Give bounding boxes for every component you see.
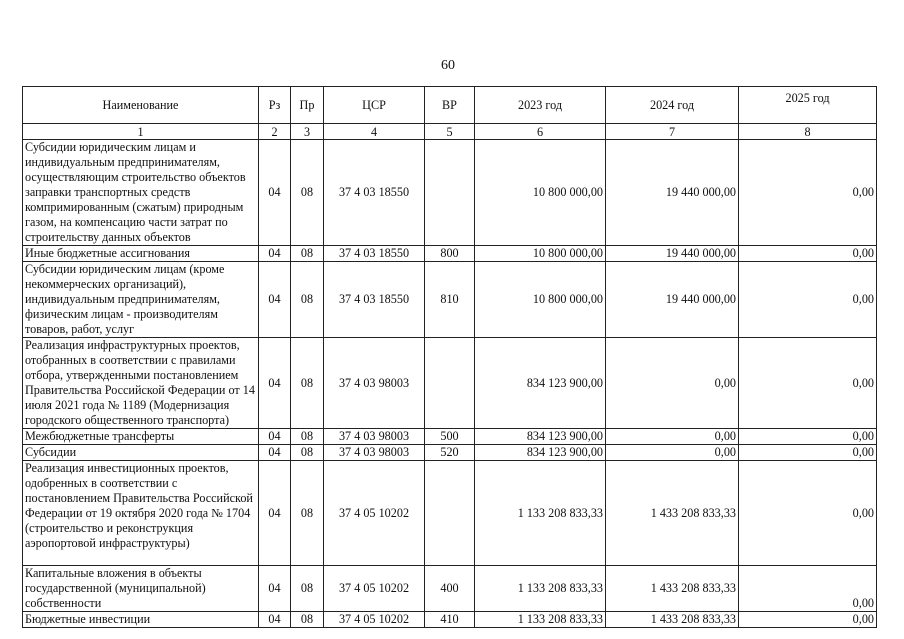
table-row (23, 612, 877, 628)
page-number: 60 (441, 58, 455, 73)
row-pr: 08 (291, 262, 324, 338)
row-pr: 08 (291, 612, 324, 628)
row-pr: 08 (291, 338, 324, 429)
column-number: 4 (324, 124, 425, 140)
row-csr: 37 4 03 18550 (324, 262, 425, 338)
row-vr (425, 338, 475, 429)
row-csr: 37 4 03 98003 (324, 338, 425, 429)
row-vr: 800 (425, 246, 475, 262)
table-row (23, 140, 877, 246)
row-csr: 37 4 03 18550 (324, 140, 425, 246)
row-amount-2025: 0,00 (739, 246, 877, 262)
row-amount-2024: 19 440 000,00 (606, 246, 739, 262)
row-name: Бюджетные инвестиции (23, 612, 259, 628)
row-amount-2025: 0,00 (739, 461, 877, 566)
table-row (23, 461, 877, 566)
row-name: Иные бюджетные ассигнования (23, 246, 259, 262)
row-rz: 04 (259, 429, 291, 445)
header-csr: ЦСР (324, 87, 425, 124)
row-name: Капитальные вложения в объекты государственной (муниципальной) собственности (23, 566, 259, 612)
column-number: 7 (606, 124, 739, 140)
row-amount-2025: 0,00 (739, 566, 877, 612)
header-name: Наименование (23, 87, 259, 124)
row-amount-2023: 1 133 208 833,33 (475, 566, 606, 612)
column-number: 6 (475, 124, 606, 140)
row-pr: 08 (291, 461, 324, 566)
column-number-row (23, 124, 877, 140)
row-vr (425, 461, 475, 566)
table-row (23, 445, 877, 461)
budget-table (22, 86, 877, 628)
table-row (23, 338, 877, 429)
table-row (23, 246, 877, 262)
row-amount-2023: 834 123 900,00 (475, 429, 606, 445)
row-amount-2025: 0,00 (739, 262, 877, 338)
row-csr: 37 4 05 10202 (324, 566, 425, 612)
table-row (23, 566, 877, 612)
header-vr: ВР (425, 87, 475, 124)
row-rz: 04 (259, 566, 291, 612)
row-rz: 04 (259, 262, 291, 338)
header-pr: Пр (291, 87, 324, 124)
row-csr: 37 4 03 98003 (324, 445, 425, 461)
row-csr: 37 4 03 98003 (324, 429, 425, 445)
row-amount-2025: 0,00 (739, 445, 877, 461)
row-rz: 04 (259, 246, 291, 262)
row-amount-2024: 0,00 (606, 338, 739, 429)
header-2023: 2023 год (475, 87, 606, 124)
row-rz: 04 (259, 140, 291, 246)
row-amount-2024: 1 433 208 833,33 (606, 461, 739, 566)
row-name: Реализация инвестиционных проектов, одобренных в соответствии с постановлением Правительства Российской Федерации от 19 октября 2020 года № 1704 (строительство и реконструкция аэропортовой инфраструктуры) (23, 461, 259, 566)
row-name: Межбюджетные трансферты (23, 429, 259, 445)
row-csr: 37 4 05 10202 (324, 612, 425, 628)
table-row (23, 429, 877, 445)
row-amount-2024: 0,00 (606, 429, 739, 445)
row-vr: 500 (425, 429, 475, 445)
row-amount-2024: 1 433 208 833,33 (606, 566, 739, 612)
header-row (23, 87, 877, 124)
row-amount-2023: 10 800 000,00 (475, 140, 606, 246)
row-vr: 520 (425, 445, 475, 461)
column-number: 3 (291, 124, 324, 140)
column-number: 2 (259, 124, 291, 140)
row-pr: 08 (291, 429, 324, 445)
row-vr: 400 (425, 566, 475, 612)
row-vr: 810 (425, 262, 475, 338)
row-pr: 08 (291, 140, 324, 246)
row-amount-2024: 0,00 (606, 445, 739, 461)
row-amount-2023: 834 123 900,00 (475, 445, 606, 461)
row-amount-2025: 0,00 (739, 140, 877, 246)
row-name: Субсидии (23, 445, 259, 461)
header-2025: 2025 год (739, 87, 877, 124)
column-number: 1 (23, 124, 259, 140)
header-2024: 2024 год (606, 87, 739, 124)
row-amount-2024: 1 433 208 833,33 (606, 612, 739, 628)
column-number: 5 (425, 124, 475, 140)
row-amount-2025: 0,00 (739, 429, 877, 445)
row-name: Реализация инфраструктурных проектов, отобранных в соответствии с правилами отбора, утвержденными постановлением Правительства Российской Федерации от 14 июля 2021 года № 1189 (Модернизация городского общественного транспорта) (23, 338, 259, 429)
row-amount-2023: 1 133 208 833,33 (475, 612, 606, 628)
row-rz: 04 (259, 445, 291, 461)
row-vr: 410 (425, 612, 475, 628)
row-rz: 04 (259, 612, 291, 628)
row-amount-2024: 19 440 000,00 (606, 140, 739, 246)
row-amount-2023: 834 123 900,00 (475, 338, 606, 429)
row-pr: 08 (291, 566, 324, 612)
row-amount-2023: 1 133 208 833,33 (475, 461, 606, 566)
row-amount-2025: 0,00 (739, 612, 877, 628)
row-pr: 08 (291, 445, 324, 461)
row-amount-2023: 10 800 000,00 (475, 262, 606, 338)
row-name: Субсидии юридическим лицам (кроме некоммерческих организаций), индивидуальным предпринимателям, физическим лицам - производителям товаров, работ, услуг (23, 262, 259, 338)
row-rz: 04 (259, 338, 291, 429)
row-amount-2023: 10 800 000,00 (475, 246, 606, 262)
row-amount-2025: 0,00 (739, 338, 877, 429)
header-rz: Рз (259, 87, 291, 124)
column-number: 8 (739, 124, 877, 140)
row-rz: 04 (259, 461, 291, 566)
row-csr: 37 4 03 18550 (324, 246, 425, 262)
row-amount-2024: 19 440 000,00 (606, 262, 739, 338)
table-row (23, 262, 877, 338)
row-vr (425, 140, 475, 246)
row-pr: 08 (291, 246, 324, 262)
row-name: Субсидии юридическим лицам и индивидуальным предпринимателям, осуществляющим строительство объектов заправки транспортных средств компримированным (сжатым) природным газом, на компенсацию части затрат по строительству данных объектов (23, 140, 259, 246)
row-csr: 37 4 05 10202 (324, 461, 425, 566)
